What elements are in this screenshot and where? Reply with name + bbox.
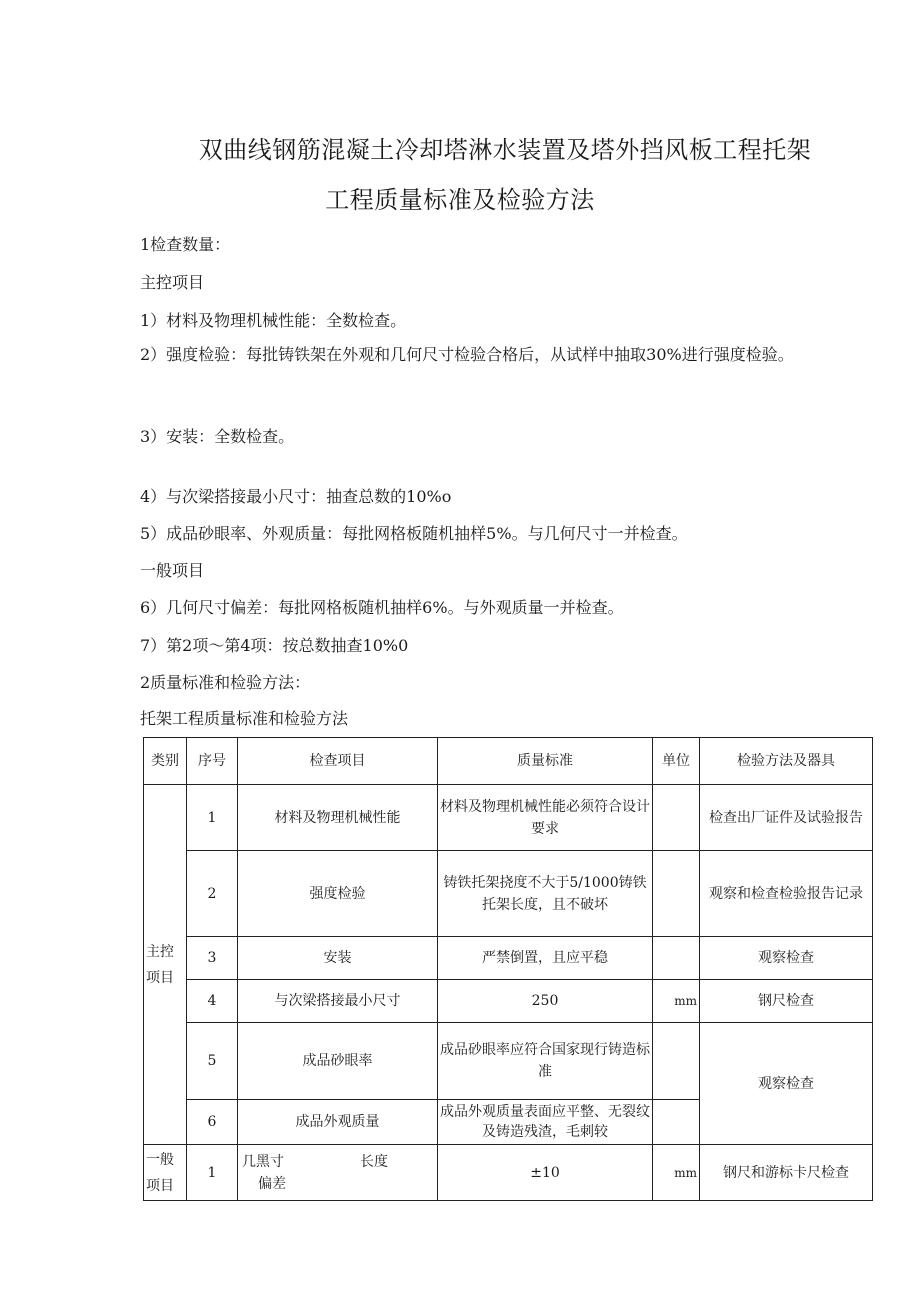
row-method: 钢尺和游标卡尺检查 xyxy=(700,1145,873,1201)
row-unit xyxy=(653,1023,700,1100)
row-method: 钢尺检查 xyxy=(700,980,873,1023)
document-title-line1: 双曲线钢筋混凝土冷却塔淋水装置及塔外挡风板工程托架 xyxy=(198,136,812,164)
row-item-part-b: 偏差 xyxy=(258,1176,286,1192)
row-number: 3 xyxy=(187,937,238,980)
table-row xyxy=(144,937,873,980)
row-item-geometry xyxy=(238,1145,438,1201)
paragraph-item-6: 6）几何尺寸偏差：每批网格板随机抽样6%。与外观质量一并检查。 xyxy=(140,598,624,617)
row-item-part-c: 长度 xyxy=(360,1154,388,1170)
table-row xyxy=(144,1023,873,1100)
row-standard: ±10 xyxy=(438,1145,653,1201)
row-standard: 材料及物理机械性能必须符合设计要求 xyxy=(438,785,653,851)
row-item: 与次梁搭接最小尺寸 xyxy=(238,980,438,1023)
row-item: 强度检验 xyxy=(238,851,438,937)
category-general-label: 一般 项目 xyxy=(146,1151,174,1194)
category-main-label: 主控 项目 xyxy=(146,943,174,986)
row-method: 观察和检查检验报告记录 xyxy=(700,851,873,937)
row-number: 4 xyxy=(187,980,238,1023)
row-method: 观察检查 xyxy=(700,1023,873,1145)
row-unit xyxy=(653,1100,700,1145)
row-item: 安装 xyxy=(238,937,438,980)
row-number: 2 xyxy=(187,851,238,937)
header-inspection-item: 检查项目 xyxy=(238,738,438,785)
subsection-general-items: 一般项目 xyxy=(140,561,205,580)
row-unit xyxy=(653,937,700,980)
category-main-control xyxy=(144,785,187,1145)
row-standard: 成品外观质量表面应平整、无裂纹及铸造残渣，毛刺较 xyxy=(438,1100,653,1145)
paragraph-item-4: 4）与次梁搭接最小尺寸：抽查总数的10%o xyxy=(140,487,452,506)
row-number: 5 xyxy=(187,1023,238,1100)
paragraph-item-2: 2）强度检验：每批铸铁架在外观和几何尺寸检验合格后，从试样中抽取30%进行强度检验。 xyxy=(140,345,794,364)
table-row xyxy=(144,980,873,1023)
row-standard: 250 xyxy=(438,980,653,1023)
header-quality-standard: 质量标准 xyxy=(438,738,653,785)
paragraph-item-1: 1）材料及物理机械性能：全数检查。 xyxy=(140,311,407,330)
row-method: 观察检查 xyxy=(700,937,873,980)
row-unit: mm xyxy=(653,980,700,1023)
row-item: 成品外观质量 xyxy=(238,1100,438,1145)
row-unit xyxy=(653,785,700,851)
row-item: 材料及物理机械性能 xyxy=(238,785,438,851)
paragraph-item-5: 5）成品砂眼率、外观质量：每批网格板随机抽样5%。与几何尺寸一并检查。 xyxy=(140,524,688,543)
row-item: 成品砂眼率 xyxy=(238,1023,438,1100)
section-quality-standards: 2质量标准和检验方法： xyxy=(140,673,311,692)
paragraph-item-3: 3）安装：全数检查。 xyxy=(140,427,295,446)
document-title-line2: 工程质量标准及检验方法 xyxy=(325,186,595,214)
table-header-row xyxy=(144,738,873,785)
table-row xyxy=(144,785,873,851)
row-unit xyxy=(653,851,700,937)
quality-standards-table xyxy=(143,737,873,1201)
row-number: 1 xyxy=(187,1145,238,1201)
row-item-part-a: 几黑寸 xyxy=(242,1154,284,1170)
table-row xyxy=(144,1145,873,1201)
paragraph-item-7: 7）第2项～第4项：按总数抽查10%0 xyxy=(140,636,409,655)
header-category: 类别 xyxy=(144,738,187,785)
row-number: 6 xyxy=(187,1100,238,1145)
row-method: 检查出厂证件及试验报告 xyxy=(700,785,873,851)
row-standard: 成品砂眼率应符合国家现行铸造标准 xyxy=(438,1023,653,1100)
section-inspection-quantity: 1检查数量： xyxy=(140,235,231,254)
header-unit: 单位 xyxy=(653,738,700,785)
row-number: 1 xyxy=(187,785,238,851)
category-general xyxy=(144,1145,187,1201)
header-method: 检验方法及器具 xyxy=(700,738,873,785)
table-row xyxy=(144,851,873,937)
subsection-main-items: 主控项目 xyxy=(140,273,205,292)
row-standard: 铸铁托架挠度不大于5/1000铸铁托架长度，且不破坏 xyxy=(438,851,653,937)
header-number: 序号 xyxy=(187,738,238,785)
table-caption: 托架工程质量标准和检验方法 xyxy=(140,709,349,728)
row-unit: mm xyxy=(653,1145,700,1201)
row-standard: 严禁倒置，且应平稳 xyxy=(438,937,653,980)
